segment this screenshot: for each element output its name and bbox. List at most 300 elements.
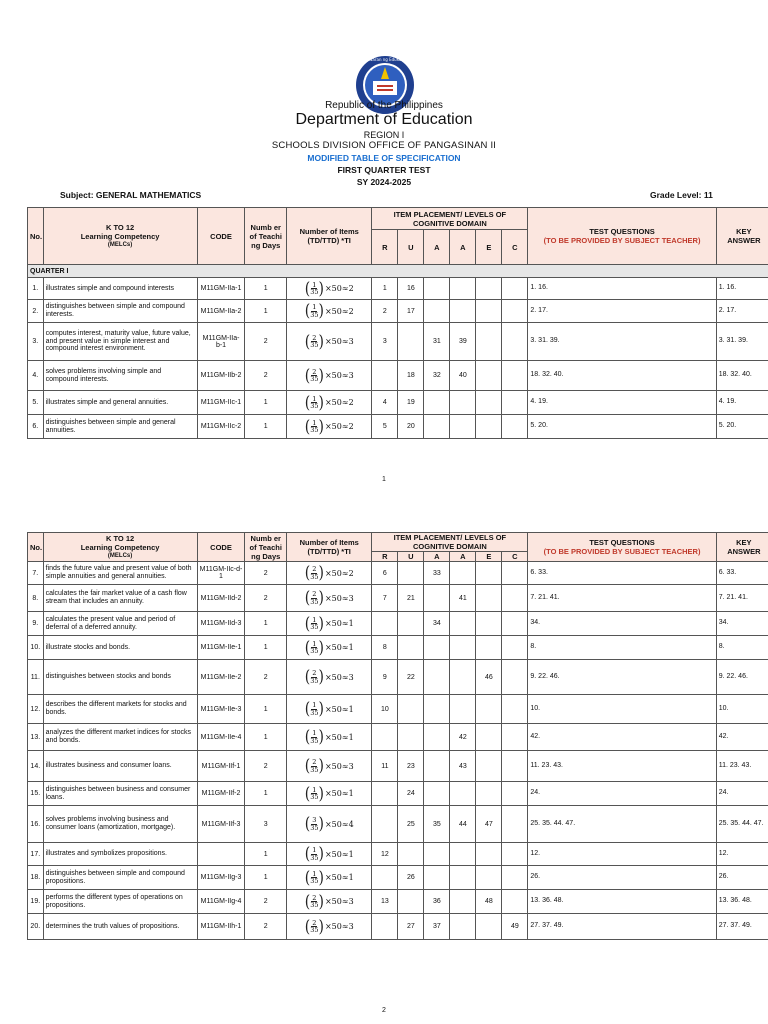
placement-a2 bbox=[450, 890, 476, 914]
placement-a2 bbox=[450, 866, 476, 890]
fraction bbox=[310, 759, 318, 773]
test-questions: 26. bbox=[528, 866, 716, 890]
col-competency-title: K TO 12 bbox=[105, 222, 135, 232]
number-of-items bbox=[287, 782, 372, 806]
col-melcs: (MELCs) bbox=[107, 241, 133, 248]
fraction bbox=[310, 817, 318, 831]
col-level-e: E bbox=[476, 230, 502, 265]
placement-c bbox=[502, 612, 528, 636]
table-row bbox=[28, 636, 768, 660]
teaching-days: 2 bbox=[245, 323, 287, 361]
placement-a1 bbox=[424, 585, 450, 612]
placement-e bbox=[476, 866, 502, 890]
placement-c bbox=[502, 866, 528, 890]
fraction-numerator: 3 bbox=[312, 816, 317, 824]
items-formula bbox=[304, 637, 354, 658]
placement-a1 bbox=[424, 660, 450, 695]
table-row bbox=[28, 323, 768, 361]
placement-a2: 43 bbox=[450, 751, 476, 782]
placement-a1 bbox=[424, 415, 450, 439]
test-questions: 27. 37. 49. bbox=[528, 914, 716, 940]
teaching-days: 1 bbox=[245, 391, 287, 415]
col-placement: ITEM PLACEMENT/ LEVELS OF COGNITIVE DOMAIN bbox=[372, 208, 528, 230]
col-code: CODE bbox=[197, 208, 245, 265]
fraction bbox=[310, 335, 318, 349]
row-number: 10. bbox=[28, 636, 44, 660]
teaching-days: 1 bbox=[245, 782, 287, 806]
key-answer: 25. 35. 44. 47. bbox=[716, 806, 768, 843]
placement-c bbox=[502, 751, 528, 782]
items-formula bbox=[304, 916, 354, 937]
document-title: MODIFIED TABLE OF SPECIFICATION bbox=[307, 153, 461, 163]
placement-e bbox=[476, 300, 502, 323]
col-level-r: R bbox=[372, 230, 398, 265]
col-level-a2: A bbox=[450, 230, 476, 265]
fraction-denominator: 35 bbox=[310, 676, 319, 685]
placement-e bbox=[476, 323, 502, 361]
placement-e bbox=[476, 751, 502, 782]
placement-c bbox=[502, 890, 528, 914]
fraction-numerator: 2 bbox=[312, 918, 317, 927]
competency-code: M11GM-IIa-2 bbox=[197, 300, 245, 323]
col-no: No. bbox=[28, 208, 44, 265]
fraction bbox=[310, 420, 318, 434]
right-paren: ) bbox=[318, 637, 324, 658]
items-formula bbox=[304, 278, 354, 299]
fraction-denominator: 35 bbox=[310, 426, 319, 434]
fraction bbox=[310, 282, 318, 296]
fraction-numerator: 1 bbox=[312, 303, 317, 311]
placement-e bbox=[476, 562, 502, 585]
test-questions: 42. bbox=[528, 724, 716, 751]
competency-text: illustrate stocks and bonds. bbox=[43, 636, 197, 660]
competency-text: illustrates and symbolizes propositions. bbox=[43, 843, 197, 866]
item-count: ≈3 bbox=[341, 337, 354, 346]
fraction-numerator: 2 bbox=[312, 893, 317, 902]
fraction-numerator: 2 bbox=[312, 565, 317, 573]
fraction-denominator: 35 bbox=[310, 877, 319, 885]
placement-a2 bbox=[450, 914, 476, 940]
fraction-numerator: 2 bbox=[312, 367, 317, 376]
fraction-numerator: 1 bbox=[312, 846, 317, 854]
right-paren: ) bbox=[318, 563, 324, 583]
teaching-days: 3 bbox=[245, 806, 287, 843]
placement-r: 9 bbox=[372, 660, 398, 695]
number-of-items bbox=[287, 890, 372, 914]
col-melcs: (MELCs) bbox=[107, 552, 133, 559]
test-questions: 5. 20. bbox=[528, 415, 716, 439]
right-paren: ) bbox=[318, 667, 324, 687]
placement-c: 49 bbox=[502, 914, 528, 940]
placement-c bbox=[502, 361, 528, 391]
test-questions: 18. 32. 40. bbox=[528, 361, 716, 391]
competency-code: M11GM-IIc-d-1 bbox=[197, 562, 245, 585]
items-formula bbox=[304, 563, 354, 583]
item-count: ≈3 bbox=[341, 371, 354, 380]
competency-code: M11GM-IIa-1 bbox=[197, 278, 245, 300]
items-formula bbox=[304, 331, 354, 352]
competency-text: distinguishes between simple and compound interests. bbox=[43, 300, 197, 323]
fraction bbox=[310, 730, 318, 744]
competency-text: determines the truth values of propositions. bbox=[43, 914, 197, 940]
multiplier: ×50 bbox=[324, 732, 342, 742]
fraction-denominator: 35 bbox=[310, 310, 319, 319]
placement-u: 26 bbox=[398, 866, 424, 890]
subject-label: Subject: GENERAL MATHEMATICS bbox=[60, 190, 202, 200]
col-competency bbox=[43, 208, 197, 265]
key-answer: 24. bbox=[716, 782, 768, 806]
test-questions: 8. bbox=[528, 636, 716, 660]
placement-e: 47 bbox=[476, 806, 502, 843]
teaching-days: 2 bbox=[245, 914, 287, 940]
competency-text: illustrates simple and general annuities. bbox=[43, 391, 197, 415]
right-paren: ) bbox=[318, 392, 324, 413]
fraction bbox=[310, 871, 318, 885]
placement-r: 10 bbox=[372, 695, 398, 724]
right-paren: ) bbox=[318, 756, 324, 776]
placement-u: 17 bbox=[398, 300, 424, 323]
table-row bbox=[28, 300, 768, 323]
key-answer: 4. 19. bbox=[716, 391, 768, 415]
number-of-items bbox=[287, 843, 372, 866]
placement-c bbox=[502, 391, 528, 415]
col-competency-title: K TO 12 bbox=[105, 533, 135, 543]
placement-a2 bbox=[450, 300, 476, 323]
fraction bbox=[310, 847, 318, 861]
fraction-numerator: 1 bbox=[312, 394, 317, 403]
competency-text: illustrates simple and compound interests bbox=[43, 278, 197, 300]
col-items: Number of Items (TD/TTD) *TI bbox=[287, 533, 372, 562]
placement-r bbox=[372, 612, 398, 636]
page-number-1: 1 bbox=[382, 476, 386, 483]
fraction bbox=[310, 702, 318, 716]
fraction bbox=[310, 617, 318, 631]
table-row bbox=[28, 660, 768, 695]
fraction-denominator: 35 bbox=[310, 765, 319, 774]
table-row bbox=[28, 724, 768, 751]
table-row bbox=[28, 361, 768, 391]
placement-r: 5 bbox=[372, 415, 398, 439]
number-of-items bbox=[287, 636, 372, 660]
placement-u bbox=[398, 562, 424, 585]
right-paren: ) bbox=[318, 867, 324, 888]
competency-code: M11GM-IIh-1 bbox=[197, 914, 245, 940]
competency-code: M11GM-IId-2 bbox=[197, 585, 245, 612]
row-number: 1. bbox=[28, 278, 44, 300]
teaching-days: 1 bbox=[245, 843, 287, 866]
items-formula bbox=[304, 301, 354, 321]
fraction-denominator: 35 bbox=[310, 823, 319, 832]
number-of-items bbox=[287, 914, 372, 940]
placement-a2 bbox=[450, 695, 476, 724]
placement-a2 bbox=[450, 278, 476, 300]
multiplier: ×50 bbox=[324, 873, 342, 882]
placement-r: 4 bbox=[372, 391, 398, 415]
multiplier: ×50 bbox=[324, 398, 342, 407]
placement-r bbox=[372, 806, 398, 843]
placement-c bbox=[502, 636, 528, 660]
placement-e bbox=[476, 724, 502, 751]
placement-u: 21 bbox=[398, 585, 424, 612]
items-formula bbox=[304, 392, 354, 413]
multiplier: ×50 bbox=[324, 922, 342, 931]
table-row bbox=[28, 562, 768, 585]
number-of-items bbox=[287, 806, 372, 843]
placement-r: 1 bbox=[372, 278, 398, 300]
placement-r: 6 bbox=[372, 562, 398, 585]
col-level-u: U bbox=[398, 552, 424, 562]
teaching-days: 1 bbox=[245, 866, 287, 890]
fraction-denominator: 35 bbox=[310, 597, 319, 606]
left-paren: ( bbox=[304, 814, 311, 834]
col-placement: ITEM PLACEMENT/ LEVELS OF COGNITIVE DOMAIN bbox=[372, 533, 528, 552]
multiplier: ×50 bbox=[324, 819, 342, 829]
placement-e bbox=[476, 612, 502, 636]
col-questions-note: (TO BE PROVIDED BY SUBJECT TEACHER) bbox=[543, 236, 701, 245]
key-answer: 34. bbox=[716, 612, 768, 636]
competency-code: M11GM-IIe-4 bbox=[197, 724, 245, 751]
placement-e: 48 bbox=[476, 890, 502, 914]
republic-label: Republic of the Philippines bbox=[325, 100, 443, 111]
row-number: 15. bbox=[28, 782, 44, 806]
placement-c bbox=[502, 585, 528, 612]
fraction-denominator: 35 bbox=[310, 793, 319, 801]
multiplier: ×50 bbox=[324, 849, 342, 859]
fraction-denominator: 35 bbox=[310, 853, 319, 862]
placement-a1 bbox=[424, 866, 450, 890]
placement-r: 8 bbox=[372, 636, 398, 660]
item-count: ≈4 bbox=[341, 819, 354, 829]
fraction bbox=[310, 920, 318, 934]
fraction-numerator: 1 bbox=[312, 785, 317, 794]
placement-c bbox=[502, 695, 528, 724]
competency-code bbox=[197, 843, 245, 866]
multiplier: ×50 bbox=[324, 593, 342, 603]
number-of-items bbox=[287, 695, 372, 724]
department-title: Department of Education bbox=[295, 111, 473, 128]
placement-a1: 33 bbox=[424, 562, 450, 585]
item-count: ≈2 bbox=[341, 284, 354, 293]
placement-r bbox=[372, 361, 398, 391]
placement-a1 bbox=[424, 751, 450, 782]
placement-a2 bbox=[450, 415, 476, 439]
table-row bbox=[28, 751, 768, 782]
key-answer: 13. 36. 48. bbox=[716, 890, 768, 914]
placement-r bbox=[372, 914, 398, 940]
fraction-numerator: 1 bbox=[312, 280, 317, 289]
left-paren: ( bbox=[304, 392, 311, 413]
placement-a1 bbox=[424, 843, 450, 866]
table-row bbox=[28, 890, 768, 914]
test-questions: 3. 31. 39. bbox=[528, 323, 716, 361]
competency-text: illustrates business and consumer loans. bbox=[43, 751, 197, 782]
fraction-numerator: 1 bbox=[312, 418, 317, 427]
left-paren: ( bbox=[304, 867, 311, 888]
left-paren: ( bbox=[304, 844, 311, 864]
key-answer: 18. 32. 40. bbox=[716, 361, 768, 391]
items-formula bbox=[304, 867, 354, 888]
fraction-denominator: 35 bbox=[310, 647, 319, 655]
fraction-numerator: 1 bbox=[312, 701, 317, 709]
placement-u: 20 bbox=[398, 415, 424, 439]
items-formula bbox=[304, 814, 354, 834]
item-count: ≈1 bbox=[341, 619, 354, 628]
row-number: 16. bbox=[28, 806, 44, 843]
right-paren: ) bbox=[318, 699, 324, 719]
col-questions-title: TEST QUESTIONS bbox=[589, 538, 655, 547]
right-paren: ) bbox=[318, 891, 324, 912]
placement-r: 7 bbox=[372, 585, 398, 612]
placement-e bbox=[476, 843, 502, 866]
placement-c bbox=[502, 843, 528, 866]
placement-a1: 32 bbox=[424, 361, 450, 391]
number-of-items bbox=[287, 660, 372, 695]
key-answer: 42. bbox=[716, 724, 768, 751]
right-paren: ) bbox=[318, 783, 324, 804]
specification-table-page-2 bbox=[27, 532, 768, 940]
table-row bbox=[28, 914, 768, 940]
item-count: ≈1 bbox=[341, 873, 354, 882]
multiplier: ×50 bbox=[324, 643, 342, 652]
fraction-numerator: 1 bbox=[312, 639, 317, 648]
key-answer: 9. 22. 46. bbox=[716, 660, 768, 695]
competency-text: distinguishes between simple and compound propositions. bbox=[43, 866, 197, 890]
placement-u: 18 bbox=[398, 361, 424, 391]
fraction bbox=[310, 641, 318, 655]
fraction-denominator: 35 bbox=[310, 926, 319, 934]
placement-e bbox=[476, 391, 502, 415]
item-count: ≈1 bbox=[341, 849, 354, 859]
placement-a2: 40 bbox=[450, 361, 476, 391]
competency-code: M11GM-IIg-3 bbox=[197, 866, 245, 890]
competency-text: distinguishes between business and consumer loans. bbox=[43, 782, 197, 806]
key-answer: 6. 33. bbox=[716, 562, 768, 585]
items-formula bbox=[304, 365, 354, 386]
placement-a1 bbox=[424, 724, 450, 751]
key-answer: 26. bbox=[716, 866, 768, 890]
col-questions bbox=[528, 208, 716, 265]
placement-a1 bbox=[424, 782, 450, 806]
placement-u bbox=[398, 636, 424, 660]
competency-text: computes interest, maturity value, future value, and present value in simple interest and compound interest environment. bbox=[43, 323, 197, 361]
row-number: 20. bbox=[28, 914, 44, 940]
items-formula bbox=[304, 891, 354, 912]
placement-c bbox=[502, 806, 528, 843]
multiplier: ×50 bbox=[324, 619, 342, 628]
multiplier: ×50 bbox=[324, 761, 342, 771]
competency-text: distinguishes between simple and general annuities. bbox=[43, 415, 197, 439]
row-number: 14. bbox=[28, 751, 44, 782]
placement-a1: 34 bbox=[424, 612, 450, 636]
placement-a2 bbox=[450, 612, 476, 636]
table-row bbox=[28, 585, 768, 612]
right-paren: ) bbox=[318, 278, 324, 299]
key-answer: 5. 20. bbox=[716, 415, 768, 439]
multiplier: ×50 bbox=[324, 306, 342, 316]
placement-r bbox=[372, 782, 398, 806]
left-paren: ( bbox=[304, 365, 311, 386]
fraction bbox=[310, 787, 318, 801]
number-of-items bbox=[287, 751, 372, 782]
items-formula bbox=[304, 727, 354, 747]
right-paren: ) bbox=[318, 916, 324, 937]
placement-r: 3 bbox=[372, 323, 398, 361]
col-level-r: R bbox=[372, 552, 398, 562]
fraction-numerator: 2 bbox=[312, 590, 317, 598]
multiplier: ×50 bbox=[324, 672, 342, 682]
number-of-items bbox=[287, 585, 372, 612]
item-count: ≈2 bbox=[341, 422, 354, 431]
test-questions: 25. 35. 44. 47. bbox=[528, 806, 716, 843]
items-formula bbox=[304, 783, 354, 804]
row-number: 8. bbox=[28, 585, 44, 612]
table-row bbox=[28, 278, 768, 300]
col-level-a: A bbox=[424, 552, 450, 562]
specification-table-page-1 bbox=[27, 207, 768, 439]
fraction-numerator: 1 bbox=[312, 729, 317, 737]
left-paren: ( bbox=[304, 756, 311, 776]
fraction bbox=[310, 369, 318, 383]
placement-e bbox=[476, 278, 502, 300]
key-answer: 8. bbox=[716, 636, 768, 660]
left-paren: ( bbox=[304, 667, 311, 687]
fraction-denominator: 35 bbox=[310, 402, 319, 410]
number-of-items bbox=[287, 612, 372, 636]
region-label: REGION I bbox=[363, 130, 405, 140]
fraction-denominator: 35 bbox=[310, 375, 319, 383]
left-paren: ( bbox=[304, 637, 311, 658]
right-paren: ) bbox=[318, 613, 324, 634]
competency-text: describes the different markets for stocks and bonds. bbox=[43, 695, 197, 724]
fraction-denominator: 35 bbox=[310, 288, 319, 296]
test-questions: 2. 17. bbox=[528, 300, 716, 323]
fraction bbox=[310, 670, 318, 684]
teaching-days: 2 bbox=[245, 890, 287, 914]
competency-code: M11GM-IIf-1 bbox=[197, 751, 245, 782]
placement-c bbox=[502, 278, 528, 300]
placement-u: 27 bbox=[398, 914, 424, 940]
left-paren: ( bbox=[304, 891, 311, 912]
key-answer: 3. 31. 39. bbox=[716, 323, 768, 361]
item-count: ≈2 bbox=[341, 568, 354, 578]
col-key: KEY ANSWER bbox=[716, 533, 768, 562]
row-number: 2. bbox=[28, 300, 44, 323]
placement-r bbox=[372, 866, 398, 890]
competency-text: distinguishes between stocks and bonds bbox=[43, 660, 197, 695]
competency-text: analyzes the different market indices for stocks and bonds. bbox=[43, 724, 197, 751]
test-questions: 13. 36. 48. bbox=[528, 890, 716, 914]
right-paren: ) bbox=[318, 844, 324, 864]
placement-c bbox=[502, 724, 528, 751]
table-row bbox=[28, 415, 768, 439]
teaching-days: 1 bbox=[245, 695, 287, 724]
items-formula bbox=[304, 844, 354, 864]
multiplier: ×50 bbox=[324, 284, 342, 293]
col-no: No. bbox=[28, 533, 44, 562]
placement-a1 bbox=[424, 695, 450, 724]
competency-code: M11GM-IIf-3 bbox=[197, 806, 245, 843]
competency-text: calculates the present value and period of deferral of a deferred annuity. bbox=[43, 612, 197, 636]
placement-a1: 37 bbox=[424, 914, 450, 940]
multiplier: ×50 bbox=[324, 371, 342, 380]
placement-a1: 31 bbox=[424, 323, 450, 361]
col-level-u: U bbox=[398, 230, 424, 265]
col-level-c: C bbox=[502, 230, 528, 265]
table-row bbox=[28, 782, 768, 806]
placement-e bbox=[476, 914, 502, 940]
fraction bbox=[310, 591, 318, 605]
division-label: SCHOOLS DIVISION OFFICE OF PANGASINAN II bbox=[271, 140, 497, 151]
